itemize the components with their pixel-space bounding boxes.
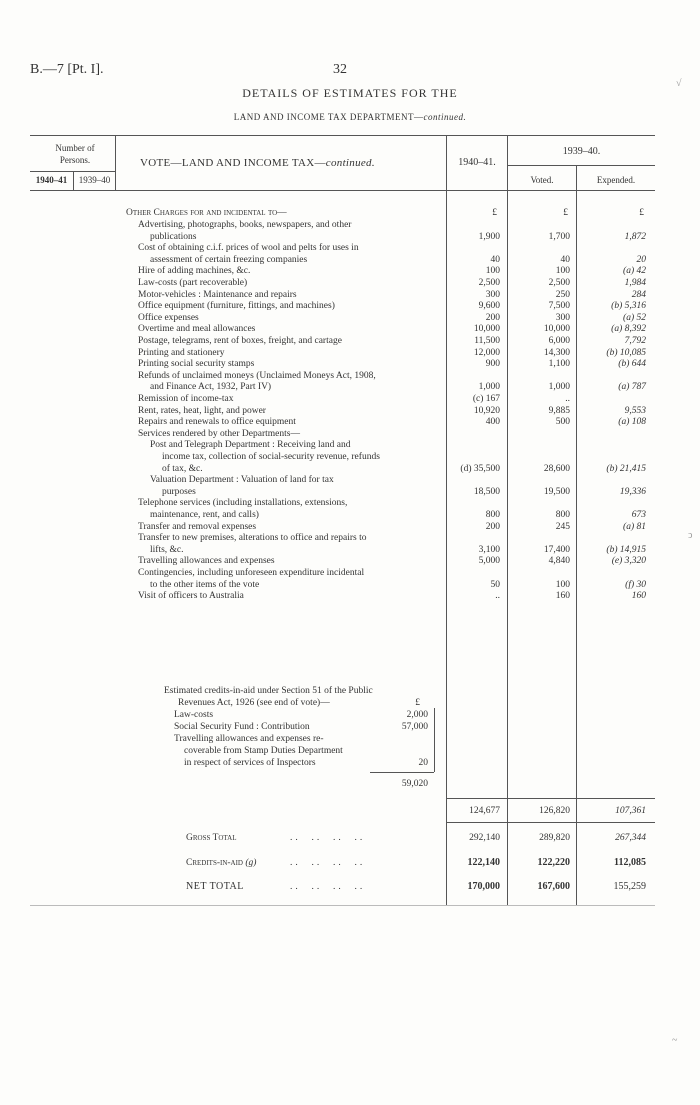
gross-total-estimate: 292,140 [469, 833, 500, 843]
row-label-continued: of tax, &c. [162, 463, 203, 474]
row-expended: 9,553 [624, 405, 646, 416]
subtotal-rule [446, 798, 655, 799]
credits-item-travelling-3: in respect of services of Inspectors [184, 758, 316, 768]
row-voted: 250 [555, 289, 570, 300]
header-voted: Voted. [530, 175, 554, 185]
row-expended: 20 [636, 254, 646, 265]
subtotal-estimate: 124,677 [469, 806, 500, 816]
row-label: Services rendered by other Departments— [138, 428, 300, 439]
row-expended: 284 [631, 289, 646, 300]
row-expended: (a) 52 [623, 312, 646, 323]
row-expended: (a) 108 [618, 417, 646, 428]
row-estimate: 100 [485, 266, 500, 277]
gross-total-label: Gross Total [186, 833, 237, 843]
row-voted: 100 [555, 266, 570, 277]
credits-item-travelling-1: Travelling allowances and expenses re- [174, 734, 324, 744]
row-expended: (e) 3,320 [611, 556, 646, 567]
page-number: 32 [333, 62, 347, 77]
row-estimate: 300 [485, 289, 500, 300]
gross-total-leader: .. .. .. .. [290, 833, 366, 843]
credits-in-aid-note: (g) [245, 858, 257, 868]
row-label: Post and Telegraph Department : Receiving land and [150, 440, 351, 451]
row-voted: 19,500 [543, 486, 570, 497]
row-expended: (a) 8,392 [611, 324, 646, 335]
subtotal-expended: 107,361 [615, 806, 646, 816]
row-label-continued: to the other items of the vote [150, 579, 260, 590]
vote-title-text: VOTE—LAND AND INCOME TAX— [140, 157, 326, 169]
row-estimate: .. [495, 591, 500, 602]
row-estimate: 900 [485, 359, 500, 370]
header-year-b: 1939–40 [78, 175, 111, 185]
row-label-continued: lifts, &c. [150, 544, 184, 555]
row-estimate: 1,900 [478, 231, 500, 242]
row-label: Office equipment (furniture, fittings, and machines) [138, 301, 335, 312]
vote-title-continued: continued. [325, 157, 375, 169]
credits-item-social-security: Social Security Fund : Contribution [174, 722, 310, 732]
net-total-expended: 155,259 [613, 881, 646, 892]
net-total-estimate: 170,000 [467, 881, 500, 892]
row-voted: 1,700 [548, 231, 570, 242]
margin-mark-top: √ [676, 78, 682, 89]
row-label: Transfer to new premises, alterations to office and repairs to [138, 533, 367, 544]
row-label-continued: assessment of certain freezing companies [150, 254, 308, 265]
row-expended: (b) 10,085 [606, 347, 646, 358]
row-voted: 28,600 [543, 463, 570, 474]
row-estimate: (c) 167 [472, 394, 500, 404]
row-voted: 800 [555, 510, 570, 520]
subtitle-text: LAND AND INCOME TAX DEPARTMENT— [233, 112, 424, 122]
row-voted: 300 [555, 312, 570, 323]
table-header-rule [30, 190, 655, 191]
net-total-label: NET TOTAL [186, 881, 244, 892]
row-voted: 7,500 [548, 301, 570, 312]
row-voted: 17,400 [543, 544, 570, 555]
credits-heading-1: Estimated credits-in-aid under Section 51 of the Public [164, 686, 373, 696]
row-voted: 160 [555, 591, 570, 602]
row-voted: 10,000 [543, 324, 570, 335]
row-label: Telephone services (including installations, extensions, [138, 498, 348, 509]
row-expended: (f) 30 [625, 579, 646, 590]
row-expended: 1,872 [624, 231, 646, 242]
header-number-of-persons: Number of Persons. [55, 143, 95, 165]
row-voted: 245 [555, 521, 570, 532]
row-voted: 500 [555, 417, 570, 428]
row-label: Overtime and meal allowances [138, 324, 256, 335]
credits-in-aid-text: Credits-in-aid [186, 858, 243, 868]
row-voted: 6,000 [548, 336, 570, 346]
margin-mark-mid: ↄ [688, 530, 693, 541]
row-expended: (a) 42 [623, 266, 646, 277]
row-label: Cost of obtaining c.i.f. prices of wool and pelts for uses in [138, 243, 359, 254]
row-estimate: 9,600 [478, 301, 500, 312]
gross-total-expended: 267,344 [615, 833, 646, 843]
row-expended: (a) 81 [623, 521, 646, 532]
credits-currency: £ [415, 698, 420, 708]
row-estimate: 200 [485, 521, 500, 532]
row-expended: (b) 644 [618, 359, 646, 370]
row-label: Motor-vehicles : Maintenance and repairs [138, 289, 297, 300]
row-estimate: 2,500 [478, 278, 500, 288]
gross-total-voted: 289,820 [539, 833, 570, 843]
row-estimate: 5,000 [478, 556, 500, 567]
row-label: Remission of income-tax [138, 394, 234, 404]
row-voted: 4,840 [548, 556, 570, 567]
row-label: Printing and stationery [138, 347, 225, 358]
section-heading: Other Charges for and incidental to— [126, 208, 287, 218]
row-label: Repairs and renewals to office equipment [138, 417, 296, 428]
margin-mark-bottom: ~ [672, 1035, 678, 1046]
credits-in-aid-leader: .. .. .. .. [290, 858, 366, 868]
row-voted: 100 [555, 579, 570, 590]
row-label: Transfer and removal expenses [138, 521, 257, 532]
vote-title [140, 157, 375, 169]
row-estimate: 18,500 [473, 486, 500, 497]
row-estimate: 12,000 [473, 347, 500, 358]
row-estimate: 200 [485, 312, 500, 323]
row-label: Refunds of unclaimed moneys (Unclaimed Moneys Act, 1908, [138, 370, 376, 381]
row-expended: (b) 14,915 [606, 544, 646, 555]
row-estimate: 1,000 [478, 382, 500, 393]
row-label: Advertising, photographs, books, newspapers, and other [138, 220, 352, 230]
table-bottom-rule [30, 905, 655, 906]
row-label: Postage, telegrams, rent of boxes, freight, and cartage [138, 336, 342, 346]
credits-total: 59,020 [401, 779, 428, 789]
row-label-continued: and Finance Act, 1932, Part IV) [150, 382, 272, 393]
row-estimate: 3,100 [478, 544, 500, 555]
credits-values-rule [434, 708, 435, 772]
currency-voted: £ [563, 208, 568, 218]
header-year-a: 1940–41 [35, 175, 68, 185]
row-label: Office expenses [138, 312, 199, 323]
row-label: Valuation Department : Valuation of land for tax [150, 475, 334, 486]
row-expended: 160 [631, 591, 646, 602]
table-top-rule [30, 135, 655, 136]
subtitle-continued: continued. [423, 112, 467, 122]
row-label: Law-costs (part recoverable) [138, 278, 248, 288]
row-label-continued: maintenance, rent, and calls) [150, 510, 259, 520]
currency-expended: £ [639, 208, 644, 218]
row-estimate: 10,920 [473, 405, 500, 416]
row-label: Printing social security stamps [138, 359, 255, 370]
credits-in-aid-voted: 122,220 [537, 857, 570, 868]
header-prior-year: 1939–40. [562, 146, 601, 157]
credits-heading-2: Revenues Act, 1926 (see end of vote)— [178, 698, 330, 708]
row-voted: 14,300 [543, 347, 570, 358]
row-label-continued: purposes [162, 486, 196, 497]
row-label: Visit of officers to Australia [138, 591, 244, 602]
row-expended: 1,984 [624, 278, 646, 288]
net-total-leader: .. .. .. .. [290, 882, 366, 892]
row-estimate: (d) 35,500 [460, 463, 500, 474]
row-estimate: 400 [485, 417, 500, 428]
credits-value-travelling: 20 [418, 758, 428, 768]
document-reference: B.—7 [Pt. I]. [30, 62, 104, 77]
credits-item-law-costs: Law-costs [174, 710, 214, 720]
row-estimate: 40 [490, 254, 500, 265]
row-voted: 1,100 [548, 359, 570, 370]
subtotal-voted: 126,820 [539, 806, 570, 816]
row-estimate: 50 [490, 579, 500, 590]
credits-in-aid-estimate: 122,140 [467, 857, 500, 868]
subtotal-bottom-rule [446, 822, 655, 823]
credits-in-aid-label [186, 857, 256, 869]
row-expended: 673 [631, 510, 646, 520]
row-expended: (a) 787 [618, 382, 646, 393]
credits-in-aid-expended: 112,085 [614, 857, 646, 868]
row-expended: 19,336 [619, 486, 646, 497]
net-total-voted: 167,600 [537, 881, 570, 892]
row-estimate: 10,000 [473, 324, 500, 335]
row-voted: 9,885 [548, 405, 570, 416]
header-expended: Expended. [596, 175, 636, 185]
row-estimate: 11,500 [474, 336, 500, 346]
row-voted: 2,500 [548, 278, 570, 288]
row-label: Travelling allowances and expenses [138, 556, 275, 567]
row-estimate: 800 [485, 510, 500, 520]
row-label: Contingencies, including unforeseen expenditure incidental [138, 568, 365, 578]
prior-year-split-rule [507, 165, 655, 166]
row-expended: 7,792 [624, 336, 646, 346]
row-voted: .. [565, 394, 570, 404]
credits-value-social-security: 57,000 [401, 722, 428, 732]
row-label-continued: income tax, collection of social-security revenue, refunds [162, 452, 380, 462]
credits-total-rule [370, 772, 434, 773]
credits-value-law-costs: 2,000 [406, 710, 428, 720]
row-voted: 1,000 [548, 382, 570, 393]
credits-item-travelling-2: coverable from Stamp Duties Department [184, 746, 343, 756]
row-voted: 40 [560, 254, 570, 265]
header-estimate-year: 1940–41. [458, 157, 496, 168]
page-title: DETAILS OF ESTIMATES FOR THE [242, 86, 458, 100]
row-label: Rent, rates, heat, light, and power [138, 405, 266, 416]
page-subtitle [0, 112, 700, 122]
currency-estimate: £ [492, 208, 497, 218]
persons-right-rule [115, 135, 116, 191]
row-label: Hire of adding machines, &c. [138, 266, 251, 277]
row-expended: (b) 21,415 [606, 463, 646, 474]
row-expended: (b) 5,316 [611, 301, 646, 312]
row-label-continued: publications [150, 231, 197, 242]
